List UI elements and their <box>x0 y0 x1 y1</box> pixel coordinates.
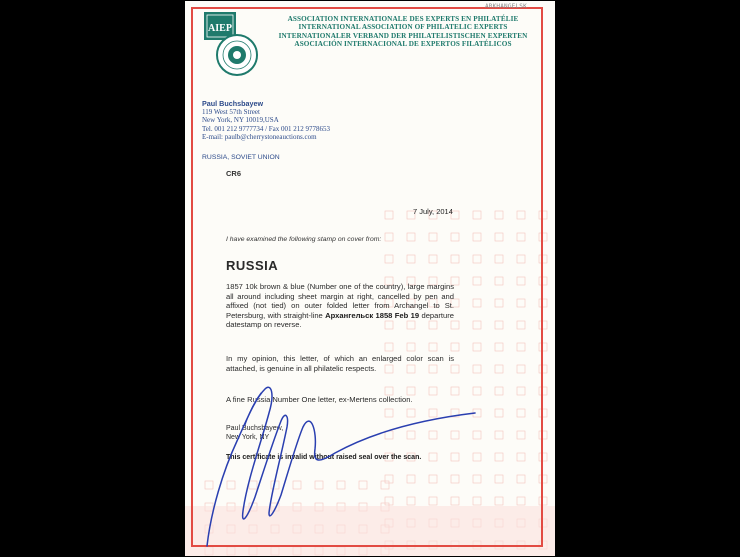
sender-phone: Tel. 001 212 9777734 / Fax 001 212 9778653 <box>202 124 331 133</box>
intro-line: I have examined the following stamp on cover from: <box>226 236 382 243</box>
closing-name: Paul Buchsbayew, <box>226 425 284 432</box>
sender-city: New York, NY 10019,USA <box>202 116 279 125</box>
sender-name: Paul Buchsbayew <box>202 99 264 108</box>
stamp-country-heading: RUSSIA <box>226 258 279 273</box>
closing-block <box>226 425 283 442</box>
org-name-spanish: ASOCIACIÓN INTERNACIONAL DE EXPERTOS FILATÉLICOS <box>294 40 512 49</box>
sender-street: 119 West 57th Street <box>202 108 260 117</box>
summary-paragraph: A fine Russia Number One letter, ex-Mertens collection. <box>226 395 413 404</box>
logo-text: AIEP <box>208 23 232 34</box>
datestamp-text: Архангельск 1858 Feb 19 <box>325 310 420 320</box>
closing-location: New York, NY <box>226 433 270 441</box>
invalid-notice: This certificate is invalid without raised seal over the scan. <box>226 454 422 461</box>
handwritten-note: ARKHANGELSK <box>485 3 527 10</box>
aiep-logo <box>203 11 259 81</box>
certificate-page <box>185 1 555 556</box>
sender-address <box>202 100 330 141</box>
org-name-german: INTERNATIONALER VERBAND DER PHILATELISTISCHEN EXPERTEN <box>278 31 528 40</box>
opinion-paragraph: In my opinion, this letter, of which an enlarged color scan is attached, is genuine in all philatelic respects. <box>226 354 454 373</box>
description-text-after: departure datestamp on reverse. <box>226 310 454 329</box>
red-border-frame <box>191 7 543 547</box>
org-name-english: INTERNATIONAL ASSOCIATION OF PHILATELIC EXPERTS <box>298 23 508 32</box>
certificate-number: CR6 <box>226 169 242 178</box>
stamp-description <box>226 282 454 330</box>
org-name-french: ASSOCIATION INTERNATIONALE DES EXPERTS EN PHILATÉLIE <box>287 15 519 23</box>
description-text-before: 1857 10k brown & blue (Number one of the country), large margins all around including sheet margin at right, cancelled by pen and affixed (not tied) on outer folded letter from Archangel to St. Petersburg, with straight-line <box>226 282 454 320</box>
sender-email: E-mail: paulb@cherrystoneauctions.com <box>202 132 317 141</box>
organization-names <box>263 15 543 49</box>
certificate-date: 7 July, 2014 <box>413 207 453 216</box>
country-line: RUSSIA, SOVIET UNION <box>202 154 280 161</box>
